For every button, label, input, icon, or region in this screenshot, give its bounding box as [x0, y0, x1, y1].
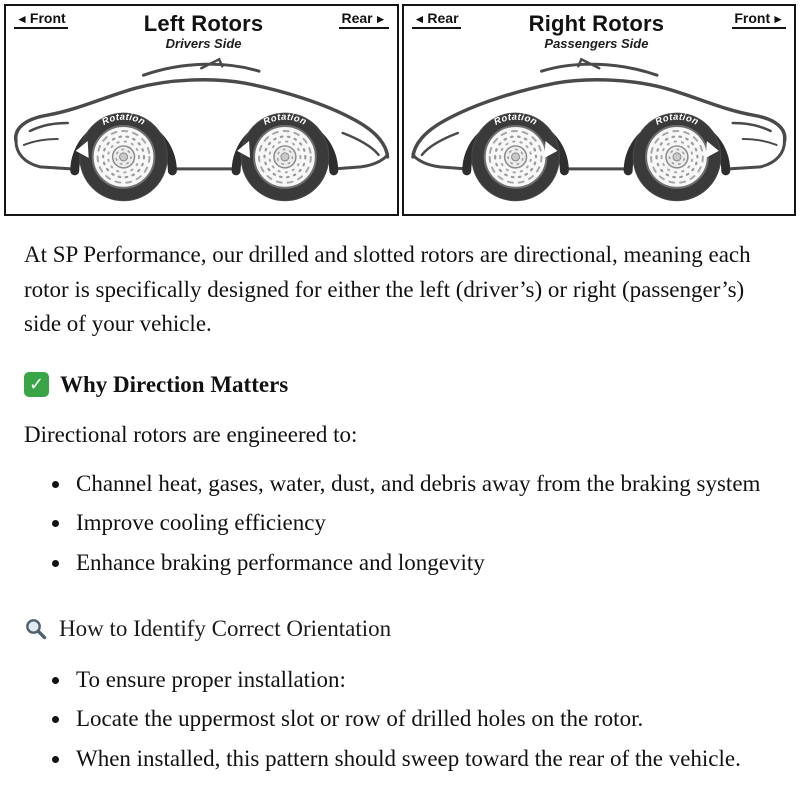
- list-item: • When installed, this pattern should sweep toward the rear of the vehicle.: [72, 742, 772, 777]
- section-heading-direction-matters: [24, 368, 772, 403]
- car-line-art-mirrored: [412, 59, 784, 200]
- right-arrow-icon: ►: [772, 11, 784, 26]
- car-illustration-right: [404, 53, 795, 207]
- rotor-direction-diagram: [0, 0, 800, 216]
- rotation-label: Rotation: [100, 111, 147, 128]
- right-arrow-icon: ►: [374, 11, 387, 26]
- check-icon: ✓: [24, 372, 49, 397]
- panel-titles: [68, 12, 340, 51]
- left-panel-header: [6, 6, 397, 51]
- direction-text: Front: [734, 10, 771, 26]
- left-arrow-icon: ◄: [413, 11, 426, 26]
- front-direction-label: [14, 11, 68, 29]
- intro-paragraph: At SP Performance, our drilled and slotted rotors are directional, meaning each rotor is specifically designed for either the left (driver’s) or right (passenger’s) side of your vehicle.: [24, 242, 751, 336]
- list-item: • To ensure proper installation:: [72, 663, 772, 698]
- rear-direction-label: [339, 11, 388, 29]
- panel-title: Left Rotors: [143, 11, 264, 36]
- direction-text: Front: [29, 10, 66, 26]
- benefits-list: [24, 467, 772, 581]
- rear-direction-label: [412, 11, 461, 29]
- rotation-label: Rotation: [261, 111, 309, 128]
- list-item: • Improve cooling efficiency: [72, 506, 772, 541]
- section-heading-orientation: [24, 612, 772, 647]
- section-heading-text: How to Identify Correct Orientation: [59, 616, 392, 641]
- panel-subtitle: Drivers Side: [165, 36, 242, 52]
- article-body: [0, 216, 800, 804]
- list-item: • Channel heat, gases, water, dust, and debris away from the braking system: [72, 467, 772, 502]
- direction-text: Rear: [427, 10, 459, 26]
- direction-text: Rear: [341, 10, 373, 26]
- rotation-label: Rotation: [491, 111, 539, 128]
- right-panel-header: [404, 6, 795, 51]
- orientation-list: [24, 663, 772, 777]
- left-arrow-icon: ◄: [16, 11, 28, 26]
- left-rotors-panel: [4, 4, 399, 216]
- panel-titles: [461, 12, 733, 51]
- list-item: • Locate the uppermost slot or row of drilled holes on the rotor.: [72, 702, 772, 737]
- right-rotors-panel: [402, 4, 797, 216]
- rotation-label: Rotation: [653, 111, 700, 128]
- car-line-art: [16, 59, 388, 200]
- list-item: • Enhance braking performance and longevity: [72, 546, 772, 581]
- panel-title: Right Rotors: [528, 11, 665, 36]
- panel-subtitle: Passengers Side: [544, 36, 649, 52]
- front-direction-label: [732, 11, 786, 29]
- magnifier-icon: [24, 617, 48, 641]
- car-illustration-left: [6, 53, 397, 207]
- lead-text: Directional rotors are engineered to:: [24, 422, 358, 447]
- section-heading-text: Why Direction Matters: [60, 371, 289, 397]
